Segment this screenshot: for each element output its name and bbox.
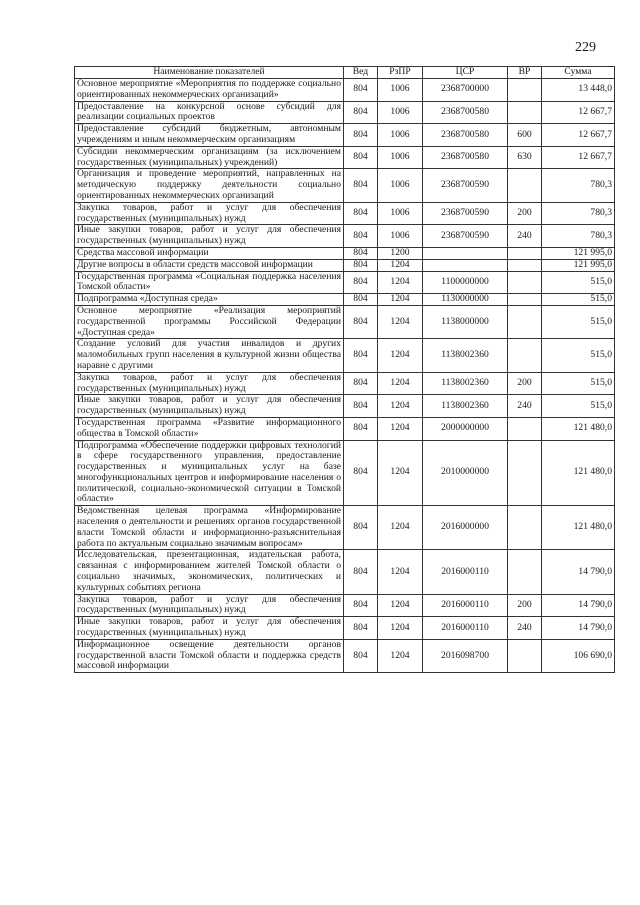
row-vr-cell [508,550,542,594]
row-ved-cell: 804 [344,639,378,672]
row-csr-cell: 1138000000 [423,305,508,338]
table-row [75,417,615,440]
row-name-cell: Предоставление субсидий бюджетным, автономным учреждениям и иным некоммерческим организациям [75,124,344,147]
row-rzpr-cell: 1204 [378,417,423,440]
row-ved-cell: 804 [344,395,378,418]
table-row [75,79,615,102]
row-csr-cell: 2368700590 [423,202,508,225]
row-rzpr-cell: 1204 [378,639,423,672]
row-name-cell: Подпрограмма «Доступная среда» [75,294,344,306]
row-vr-cell: 240 [508,617,542,640]
row-sum-cell: 780,3 [542,202,615,225]
row-rzpr-cell: 1200 [378,247,423,259]
header-csr: ЦСР [423,67,508,79]
header-ved: Вед [344,67,378,79]
row-ved-cell: 804 [344,617,378,640]
row-vr-cell [508,294,542,306]
row-csr-cell: 1138002360 [423,372,508,395]
row-name-cell: Ведомственная целевая программа «Информирование населения о деятельности и решениях органов государственной власти Томской области и информационно-разъяснительная работа по актуальным социально значимым вопросам» [75,506,344,550]
row-vr-cell: 200 [508,372,542,395]
row-sum-cell: 515,0 [542,395,615,418]
row-sum-cell: 121 480,0 [542,417,615,440]
row-rzpr-cell: 1006 [378,79,423,102]
row-csr-cell [423,259,508,271]
row-vr-cell [508,339,542,372]
table-row [75,271,615,294]
table-row [75,440,615,506]
row-sum-cell: 515,0 [542,305,615,338]
row-vr-cell: 200 [508,202,542,225]
row-csr-cell: 1138002360 [423,395,508,418]
row-sum-cell: 515,0 [542,271,615,294]
row-sum-cell: 12 667,7 [542,101,615,124]
row-ved-cell: 804 [344,440,378,506]
row-rzpr-cell: 1204 [378,395,423,418]
row-rzpr-cell: 1006 [378,101,423,124]
header-sum: Сумма [542,67,615,79]
row-ved-cell: 804 [344,202,378,225]
row-sum-cell: 515,0 [542,294,615,306]
row-rzpr-cell: 1204 [378,339,423,372]
row-name-cell: Предоставление на конкурсной основе субсидий для реализации социальных проектов [75,101,344,124]
row-name-cell: Иные закупки товаров, работ и услуг для обеспечения государственных (муниципальных) нужд [75,395,344,418]
table-row [75,124,615,147]
row-ved-cell: 804 [344,101,378,124]
row-vr-cell [508,101,542,124]
row-sum-cell: 14 790,0 [542,550,615,594]
row-ved-cell: 804 [344,506,378,550]
row-csr-cell: 1100000000 [423,271,508,294]
table-row [75,550,615,594]
row-vr-cell [508,305,542,338]
row-csr-cell: 2010000000 [423,440,508,506]
page-number: 229 [575,40,596,55]
table-row [75,305,615,338]
row-vr-cell [508,79,542,102]
row-csr-cell: 2000000000 [423,417,508,440]
row-rzpr-cell: 1204 [378,305,423,338]
row-sum-cell: 780,3 [542,225,615,248]
row-vr-cell [508,169,542,202]
table-row [75,372,615,395]
row-csr-cell: 2016000110 [423,550,508,594]
header-vr: ВР [508,67,542,79]
row-csr-cell: 2368700000 [423,79,508,102]
row-name-cell: Субсидии некоммерческим организациям (за исключением государственных (муниципальных) учреждений) [75,146,344,169]
row-sum-cell: 12 667,7 [542,146,615,169]
row-csr-cell: 2016000110 [423,594,508,617]
table-row [75,617,615,640]
row-vr-cell [508,259,542,271]
row-vr-cell: 200 [508,594,542,617]
row-name-cell: Закупка товаров, работ и услуг для обеспечения государственных (муниципальных) нужд [75,594,344,617]
row-sum-cell: 515,0 [542,339,615,372]
row-csr-cell: 2368700580 [423,146,508,169]
row-sum-cell: 121 995,0 [542,259,615,271]
row-vr-cell [508,506,542,550]
row-ved-cell: 804 [344,271,378,294]
row-vr-cell: 240 [508,395,542,418]
row-rzpr-cell: 1006 [378,124,423,147]
table-row [75,594,615,617]
row-vr-cell: 240 [508,225,542,248]
row-sum-cell: 515,0 [542,372,615,395]
row-ved-cell: 804 [344,305,378,338]
row-csr-cell: 1138002360 [423,339,508,372]
row-sum-cell: 121 480,0 [542,506,615,550]
table-row [75,202,615,225]
table-row [75,339,615,372]
row-csr-cell: 1130000000 [423,294,508,306]
row-csr-cell: 2016098700 [423,639,508,672]
row-vr-cell [508,271,542,294]
row-name-cell: Закупка товаров, работ и услуг для обеспечения государственных (муниципальных) нужд [75,202,344,225]
row-vr-cell [508,247,542,259]
row-ved-cell: 804 [344,79,378,102]
row-rzpr-cell: 1204 [378,294,423,306]
header-name: Наименование показателей [75,67,344,79]
row-csr-cell: 2368700580 [423,101,508,124]
row-ved-cell: 804 [344,417,378,440]
row-vr-cell [508,417,542,440]
row-ved-cell: 804 [344,339,378,372]
row-name-cell: Основное мероприятие «Мероприятия по поддержке социально ориентированных некоммерческих организаций» [75,79,344,102]
row-name-cell: Подпрограмма «Обеспечение поддержки цифровых технологий в сфере государственного управления, предоставление государственных и муниципальных услуг на базе многофункциональных центров и информирование населения о политической, социально-экономической ситуации в Томской области» [75,440,344,506]
row-rzpr-cell: 1204 [378,271,423,294]
row-ved-cell: 804 [344,259,378,271]
row-rzpr-cell: 1006 [378,169,423,202]
row-ved-cell: 804 [344,294,378,306]
row-ved-cell: 804 [344,550,378,594]
row-vr-cell: 630 [508,146,542,169]
table-body [75,79,615,673]
row-csr-cell: 2368700580 [423,124,508,147]
row-rzpr-cell: 1204 [378,440,423,506]
table-row [75,395,615,418]
table-row [75,506,615,550]
row-rzpr-cell: 1204 [378,372,423,395]
table-row [75,225,615,248]
row-name-cell: Иные закупки товаров, работ и услуг для обеспечения государственных (муниципальных) нужд [75,617,344,640]
row-sum-cell: 106 690,0 [542,639,615,672]
row-ved-cell: 804 [344,124,378,147]
row-name-cell: Средства массовой информации [75,247,344,259]
row-name-cell: Иные закупки товаров, работ и услуг для обеспечения государственных (муниципальных) нужд [75,225,344,248]
row-vr-cell [508,440,542,506]
row-name-cell: Создание условий для участия инвалидов и других маломобильных групп населения в культурной жизни общества наравне с другими [75,339,344,372]
row-sum-cell: 13 448,0 [542,79,615,102]
table-header-row [75,67,615,79]
table-row [75,639,615,672]
header-rzpr: РзПР [378,67,423,79]
row-ved-cell: 804 [344,372,378,395]
row-rzpr-cell: 1006 [378,202,423,225]
table-row [75,247,615,259]
row-rzpr-cell: 1204 [378,550,423,594]
row-rzpr-cell: 1006 [378,225,423,248]
row-sum-cell: 121 995,0 [542,247,615,259]
row-vr-cell: 600 [508,124,542,147]
row-sum-cell: 780,3 [542,169,615,202]
row-sum-cell: 12 667,7 [542,124,615,147]
row-name-cell: Закупка товаров, работ и услуг для обеспечения государственных (муниципальных) нужд [75,372,344,395]
row-sum-cell: 14 790,0 [542,594,615,617]
row-name-cell: Информационное освещение деятельности органов государственной власти Томской области и поддержка средств массовой информации [75,639,344,672]
row-rzpr-cell: 1204 [378,259,423,271]
row-rzpr-cell: 1204 [378,617,423,640]
row-rzpr-cell: 1204 [378,506,423,550]
row-csr-cell: 2368700590 [423,169,508,202]
row-csr-cell [423,247,508,259]
table-row [75,259,615,271]
row-csr-cell: 2016000110 [423,617,508,640]
row-vr-cell [508,639,542,672]
row-name-cell: Другие вопросы в области средств массовой информации [75,259,344,271]
table-row [75,294,615,306]
row-ved-cell: 804 [344,169,378,202]
budget-table [74,66,615,673]
row-name-cell: Основное мероприятие «Реализация мероприятий государственной программы Российской Федерации «Доступная среда» [75,305,344,338]
row-name-cell: Организация и проведение мероприятий, направленных на методическую поддержку деятельности социально ориентированных некоммерческих организаций [75,169,344,202]
row-name-cell: Исследовательская, презентационная, издательская работа, связанная с информированием жителей Томской области о социально значимых, экономических, политических и культурных событиях региона [75,550,344,594]
row-sum-cell: 14 790,0 [542,617,615,640]
row-ved-cell: 804 [344,146,378,169]
row-rzpr-cell: 1006 [378,146,423,169]
table-row [75,101,615,124]
row-csr-cell: 2368700590 [423,225,508,248]
row-name-cell: Государственная программа «Социальная поддержка населения Томской области» [75,271,344,294]
row-name-cell: Государственная программа «Развитие информационного общества в Томской области» [75,417,344,440]
table-row [75,169,615,202]
row-ved-cell: 804 [344,225,378,248]
row-csr-cell: 2016000000 [423,506,508,550]
table-row [75,146,615,169]
row-sum-cell: 121 480,0 [542,440,615,506]
row-ved-cell: 804 [344,594,378,617]
row-rzpr-cell: 1204 [378,594,423,617]
row-ved-cell: 804 [344,247,378,259]
